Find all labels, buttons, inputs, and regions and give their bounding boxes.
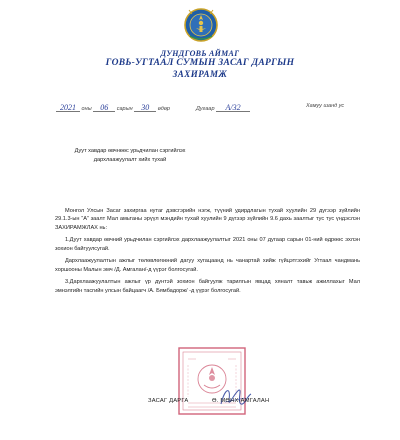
state-emblem-icon [184,6,218,44]
number-value: А/32 [225,103,241,112]
document-subject [55,147,205,164]
day-value: 30 [141,103,150,112]
office-name: ГОВЬ-УГТААЛ СУМЫН ЗАСАГ ДАРГЫН [105,58,295,68]
place-field [306,103,344,109]
month-suffix: сарын [116,106,133,112]
day-suffix: өдөр [157,106,170,112]
number-field [196,103,250,112]
document-body [55,207,360,299]
handwritten-signature-icon [215,382,255,412]
year-value: 2021 [60,103,76,112]
body-paragraph-2: 1.Дуут хавдар өвчний урьдчилан сэргийлэх дархлаажуулалтыг 2021 оны 07 дугаар сарын 01-ний өдрөөс эхлэн зохион байгуулсугай. [55,237,360,252]
month-value: 06 [100,103,109,112]
subject-line-1: Дуут хавдар өвчнөөс урьдчилан сэргийлэх [74,148,186,154]
number-label: Дугаар [196,106,215,112]
body-paragraph-4: 3.Дархлаажуулалтын ажлыг үр дүнтэй зохион байгуулж тарилгын явцад хяналт тавьж ажиллахыг Мал эмнэлгийн тасгийн улсын байцаагч /А. Бямбадорж/ -д үүрэг болгосугай. [55,279,360,294]
document-type: ЗАХИРАМЖ [172,69,228,79]
aimag-name: ДУНДГОВЬ АЙМАГ [160,49,240,58]
signatory-name: Ө. МӨНХ-АМГАЛАН [212,398,270,404]
subject-line-2: дархлаажуулалт хийх тухай [93,156,167,163]
date-field [56,103,170,112]
body-paragraph-3: Дархлаажуулалтын ажлыг төлөвлөгөөний дагуу хугацаанд нь чанартай хийж гүйцэтгэхийг Угтаал чандмань хоршооны Малын эмч /Д. Амгалан/-д үүрэг болгосугай. [55,258,360,273]
year-suffix: оны [81,106,92,112]
body-paragraph-1: Монгол Улсын Засаг захиргаа нутаг дэвсгэрийн нэгж, түүний удирдлагын тухай хуулийн 29 дүгээр зүйлийн 29.1.3-ын “А” заалт Мал амьтаны эрүүл мэндийн тухай хуулийн 9 дүгээр зүйлийн 9.6 дахь заалтыг тус тус үндэслэн ЗАХИРАМЖЛАХ нь: [55,208,360,231]
signatory-position: ЗАСАГ ДАРГА [148,398,189,404]
place-name: Хамуу шанд ус [306,103,345,109]
